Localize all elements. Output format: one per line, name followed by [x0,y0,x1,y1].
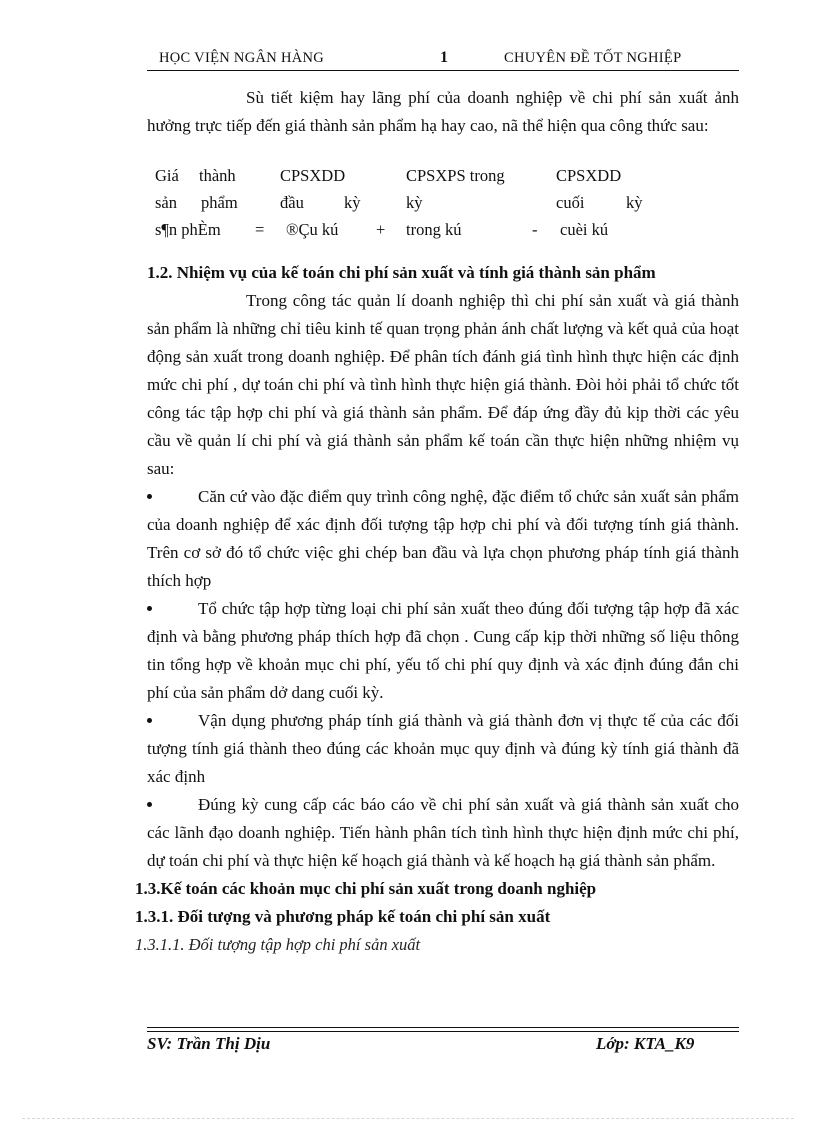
section-heading-1-3-1-1: 1.3.1.1. Đối tượng tập hợp chi phí sản xuất [135,935,421,954]
formula-term: CPSXDD [556,166,622,185]
formula-term: s¶n phÈm [155,220,221,239]
section-heading-1-3-1: 1.3.1. Đối tượng và phương pháp kế toán chi phí sản xuất [135,907,551,926]
footer-class: Lớp: KTA_K9 [596,1034,695,1053]
formula-term: ®Çu kú [286,220,339,239]
formula-minus: - [532,220,538,239]
bullet-icon [147,802,152,807]
formula-term: thành [199,166,236,185]
formula-term: trong kú [406,220,462,239]
header-document-type: CHUYÊN ĐỀ TỐT NGHIỆP [504,50,682,66]
footer-student-name: SV: Trần Thị Dịu [147,1034,271,1053]
header-rule [147,70,739,71]
footer-rule [147,1027,739,1028]
page-number: 1 [440,49,448,66]
page-footer [147,1034,739,1058]
formula-term: kỳ [344,193,361,212]
formula-term: cuối [556,193,585,212]
list-item [147,595,739,707]
formula-term: Giá [155,166,179,185]
list-item [147,707,739,791]
section-heading-1-3: 1.3.Kế toán các khoản mục chi phí sản xuất trong doanh nghiệp [135,879,597,898]
formula-plus: + [376,220,386,239]
section-1-2-paragraph: Trong công tác quản lí doanh nghiệp thì chi phí sản xuất và giá thành sản phẩm là những chỉ tiêu kinh tế quan trọng phản ánh chất lượng và kết quả của hoạt động sản xuất trong doanh nghiệp. Để phân tích đánh giá tình hình thực hiện các định mức chi phí , dự toán chi phí và tình hình thực hiện giá thành. Đòi hỏi phải tổ chức tốt công tác tập hợp chi phí và giá thành sản phẩm. Để đáp ứng đầy đủ kịp thời các yêu cầu về quản lí chi phí và giá thành sản phẩm kế toán cần thực hiện những nhiệm vụ sau: [147,291,739,478]
intro-paragraph: Sù tiết kiệm hay lãng phí của doanh nghiệp về chi phí sản xuất ảnh hưởng trực tiếp đến giá thành sản phẩm hạ hay cao, nã thể hiện qua công thức sau: [147,88,739,135]
bullet-icon [147,718,152,723]
formula-term: sản [155,193,177,212]
list-item-text: Vận dụng phương pháp tính giá thành và giá thành đơn vị thực tế của các đối tượng tính giá thành theo đúng các khoản mục quy định và đúng kỳ tính giá thành đã xác định [147,711,739,786]
bullet-icon [147,494,152,499]
page-edge-divider [22,1118,794,1119]
footer-rule [147,1031,739,1032]
list-item-text: Căn cứ vào đặc điểm quy trình công nghệ, đặc điểm tổ chức sản xuất sản phẩm của doanh nghiệp để xác định đối tượng tập hợp chi phí và đối tượng tính giá thành. Trên cơ sở đó tổ chức việc ghi chép ban đầu và lựa chọn phương pháp tính giá thành thích hợp [147,487,739,590]
list-item [147,483,739,595]
page-header [147,48,739,70]
bullet-icon [147,606,152,611]
list-item-text: Đúng kỳ cung cấp các báo cáo về chi phí sản xuất và giá thành sản xuất cho các lãnh đạo doanh nghiệp. Tiến hành phân tích tình hình thực hiện định mức chi phí, dự toán chi phí và thực hiện kế hoạch giá thành và kế hoạch hạ giá thành sản phẩm. [147,795,739,870]
header-institution: HỌC VIỆN NGÂN HÀNG [159,50,325,66]
cost-formula [147,162,739,243]
document-body [135,84,739,959]
formula-term: đầu [280,193,304,212]
formula-term: kỳ [406,193,423,212]
section-heading-1-2: 1.2. Nhiệm vụ của kế toán chi phí sản xuất và tính giá thành sản phẩm [147,263,656,282]
formula-term: phẩm [201,193,238,212]
list-item [147,791,739,875]
formula-term: CPSXDD [280,166,346,185]
formula-equals: = [255,220,265,239]
list-item-text: Tổ chức tập hợp từng loại chi phí sản xuất theo đúng đối tượng tập hợp đã xác định và bằng phương pháp thích hợp đã chọn . Cung cấp kịp thời những số liệu thông tin tổng hợp về khoản mục chi phí, yếu tố chi phí quy định và xác định đúng đắn chi phí của sản phẩm dở dang cuối kỳ. [147,599,739,702]
formula-term: cuèi kú [560,220,609,239]
formula-term: kỳ [626,193,643,212]
formula-term: CPSXPS trong [406,166,505,185]
